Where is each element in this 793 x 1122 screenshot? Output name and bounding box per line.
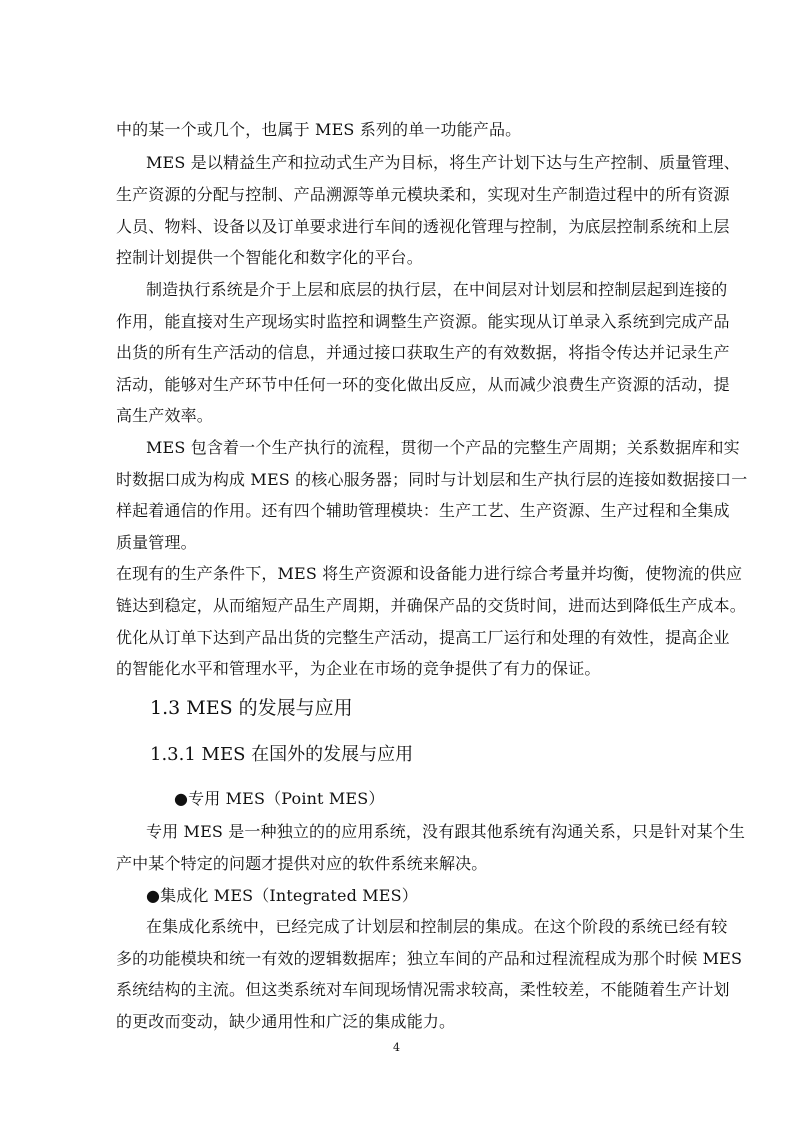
paragraph-line: 作用，能直接对生产现场实时监控和调整生产资源。能实现从订单录入系统到完成产品 [116, 312, 730, 331]
paragraph-line: 控制计划提供一个智能化和数字化的平台。 [116, 248, 423, 267]
paragraph-line: 样起着通信的作用。还有四个辅助管理模块：生产工艺、生产资源、生产过程和全集成 [116, 501, 730, 520]
paragraph-line: 的更改而变动，缺少通用性和广泛的集成能力。 [116, 1012, 456, 1031]
page-number: 4 [393, 1041, 400, 1054]
paragraph-line: 生产资源的分配与控制、产品溯源等单元模块柔和，实现对生产制造过程中的所有资源 [116, 185, 730, 204]
paragraph-line: 活动，能够对生产环节中任何一环的变化做出反应，从而减少浪费生产资源的活动，提 [116, 375, 730, 394]
paragraph-line: 产中某个特定的问题才提供对应的软件系统来解决。 [116, 854, 488, 873]
paragraph-line: 多的功能模块和统一有效的逻辑数据库；独立车间的产品和过程流程成为那个时候 MES [116, 949, 743, 968]
bullet-item-point-mes: ●专用 MES（Point MES） [174, 789, 385, 808]
paragraph-line: 人员、物料、设备以及订单要求进行车间的透视化管理与控制，为底层控制系统和上层 [116, 217, 730, 236]
bullet-item-integrated-mes: ●集成化 MES（Integrated MES） [146, 886, 418, 905]
paragraph-line: 链达到稳定，从而缩短产品生产周期，并确保产品的交货时间，进而达到降低生产成本。 [116, 596, 746, 615]
paragraph-line: 质量管理。 [116, 533, 197, 552]
paragraph-line: 制造执行系统是介于上层和底层的执行层，在中间层对计划层和控制层起到连接的 [146, 280, 728, 299]
paragraph-line: 系统结构的主流。但这类系统对车间现场情况需求较高，柔性较差，不能随着生产计划 [116, 980, 730, 999]
paragraph-line: 优化从订单下达到产品出货的完整生产活动，提高工厂运行和处理的有效性，提高企业 [116, 628, 730, 647]
paragraph-line: 在集成化系统中，已经完成了计划层和控制层的集成。在这个阶段的系统已经有较 [146, 917, 728, 936]
paragraph-line: MES 包含着一个生产执行的流程，贯彻一个产品的完整生产周期；关系数据库和实 [146, 438, 740, 457]
paragraph-line: MES 是以精益生产和拉动式生产为目标，将生产计划下达与生产控制、质量管理、 [146, 153, 740, 172]
section-heading: 1.3 MES 的发展与应用 [150, 697, 353, 719]
paragraph-line: 的智能化水平和管理水平，为企业在市场的竞争提供了有力的保证。 [116, 659, 601, 678]
paragraph-line: 出货的所有生产活动的信息，并通过接口获取生产的有效数据，将指令传达并记录生产 [116, 343, 730, 362]
paragraph-line: 高生产效率。 [116, 406, 213, 425]
subsection-heading: 1.3.1 MES 在国外的发展与应用 [150, 744, 414, 765]
paragraph-line: 时数据口成为构成 MES 的核心服务器；同时与计划层和生产执行层的连接如数据接口一 [116, 470, 748, 489]
paragraph-line: 中的某一个或几个，也属于 MES 系列的单一功能产品。 [116, 120, 522, 139]
paragraph-line: 专用 MES 是一种独立的的应用系统，没有跟其他系统有沟通关系，只是针对某个生 [146, 822, 746, 841]
paragraph-line: 在现有的生产条件下，MES 将生产资源和设备能力进行综合考量并均衡，使物流的供应 [116, 564, 743, 583]
